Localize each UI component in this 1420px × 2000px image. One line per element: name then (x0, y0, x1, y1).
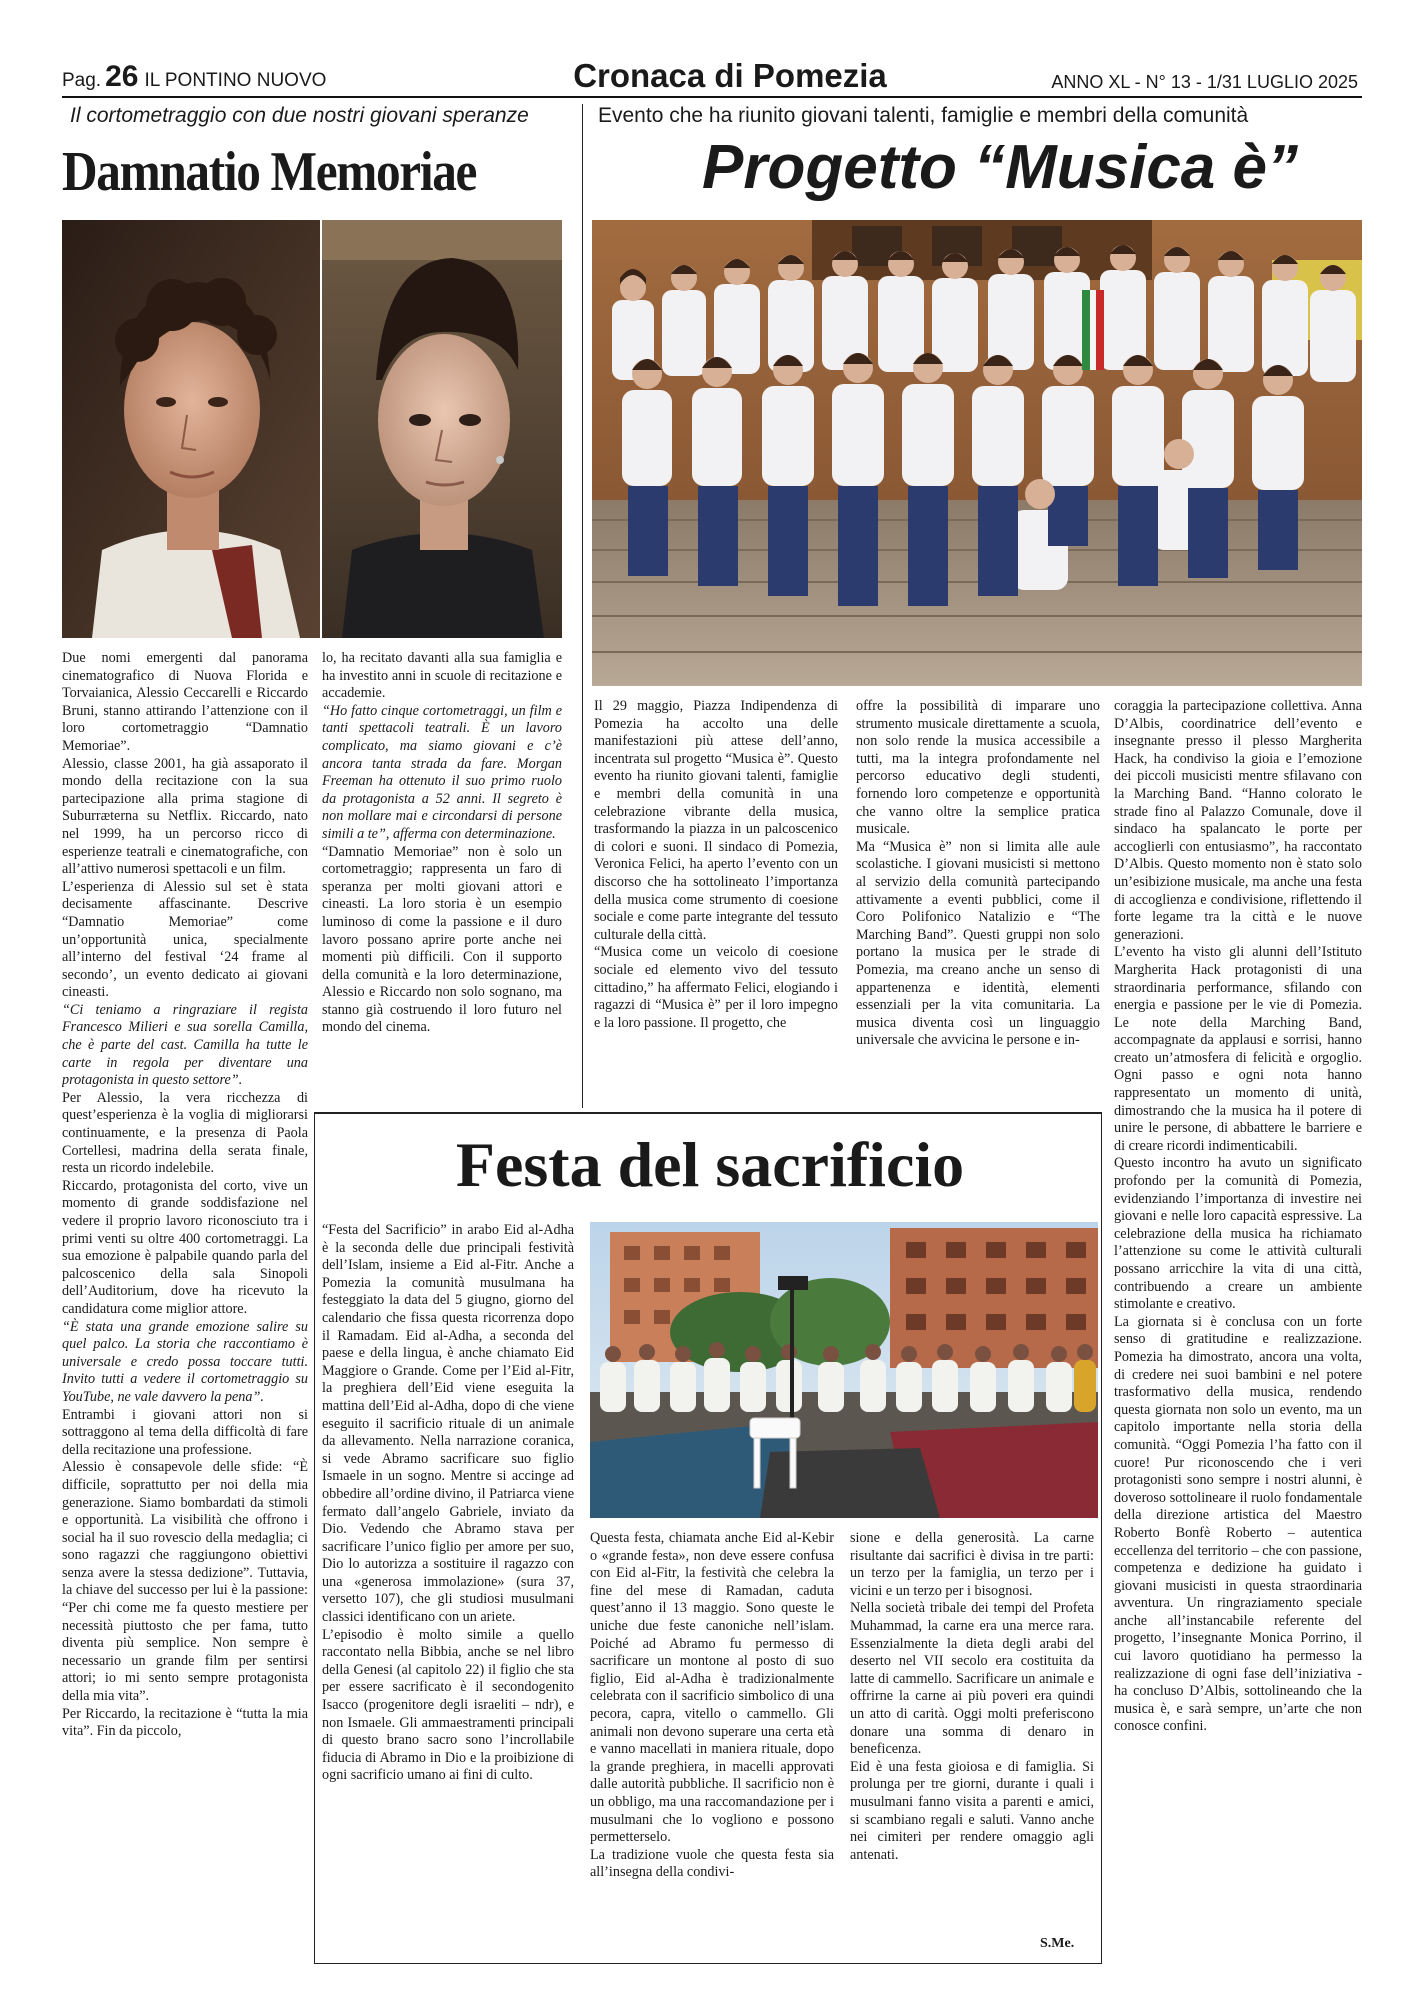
paragraph: Ma “Musica è” non si limita alle aule scolastiche. I giovani musicisti si mettono al servizio della comunità partecipando attivamente a eventi pubblici, come il Coro Polifonico Natalizio e “The Marching Band”. Questi gruppi non solo portano la musica per le strade di Pomezia, ma creano anche un senso di appartenenza e identità, elementi essenziali per la vita comunitaria. La musica diventa così un linguaggio universale che avvicina le persone e in- (856, 838, 1100, 1049)
paragraph: L’episodio è molto simile a quello raccontato nella Bibbia, anche se nel libro della Genesi (al capitolo 22) il figlio che sta per essere sacrificato è il secondogenito Isacco (progenitore degli israeliti – ndr), e non Ismaele. Gli ammaestramenti principali di questo brano sacro sono l’incrollabile fiducia di Abramo in Dio e la proibizione di ogni sacrificio umano ai fini di culto. (322, 1626, 574, 1784)
paragraph: L’evento ha visto gli alunni dell’Istituto Margherita Hack protagonisti di una straordinaria performance, sfilando con energia e passione per le vie di Pomezia. Le note della Marching Band, accompagnate da applausi e sorrisi, hanno creato un’atmosfera di felicità e orgoglio. Ogni passo e ogni nota hanno rappresentato un momento di unità, dimostrando che la musica ha il potere di unire le persone, di abbattere le barriere e di creare ricordi indimenticabili. (1114, 944, 1362, 1154)
paragraph: La tradizione vuole che questa festa sia all’insegna della condivi- (590, 1846, 834, 1881)
photo-riccardo (322, 220, 562, 638)
paragraph: Due nomi emergenti dal panorama cinematografico di Nuova Florida e Torvaianica, Alessio Ceccarelli e Riccardo Bruni, stanno attirando l’attenzione con il loro cortometraggio “Damnatio Memoriae”. (62, 650, 308, 754)
paragraph: Questo incontro ha avuto un significato profondo per la comunità di Pomezia, evidenziando l’importanza di investire nei giovani e nelle loro capacità espressive. La celebrazione della musica ha richiamato l’attenzione su come le attività culturali possano arricchire la vita di una città, contribuendo a creare un ambiente stimolante e creativo. (1114, 1155, 1362, 1313)
photo-festa-prayer (590, 1222, 1098, 1518)
paragraph: Questa festa, chiamata anche Eid al-Kebir o «grande festa», non deve essere confusa con Eid al-Fitr, la festività che celebra la fine del mese di Ramadan, caduta quest’anno il 13 maggio. Sono queste le uniche due feste canoniche nell’islam. Poiché ad Abramo fu permesso di sacrificare un montone al posto di suo figlio, Eid al-Adha è tradizionalmente celebrata con il sacrificio simbolico di una pecora, capra, vitello o cammello. Gli animali non devono superare una certa età e vanno macellati in maniera rituale, dopo la grande preghiera, in macelli approvati dalle autorità pubbliche. Il sacrificio non è un obbligo, ma una raccomandazione per i musulmani che lo vogliono e possono permetterselo. (590, 1530, 834, 1846)
section-title: Cronaca di Pomezia (573, 57, 887, 94)
photo-alessio (62, 220, 320, 638)
paragraph: “Ho fatto cinque cortometraggi, un film e tanti spettacoli teatrali. È un lavoro complicato, ma siamo giovani e c’è ancora tanta strada da fare. Morgan Freeman ha ottenuto il suo primo ruolo da protagonista a 52 anni. Il segreto è non mollare mai e circondarsi di persone simili a te”, afferma con determinazione. (322, 702, 562, 842)
paragraph: Il 29 maggio, Piazza Indipendenza di Pomezia ha accolto una delle manifestazioni più attese dell’anno, incentrata sul progetto “Musica è”. Questo evento ha riunito giovani talenti, famiglie e membri della comunità in una celebrazione vibrante della musica, trasformando la piazza in un palcoscenico di colori e suoni. Il sindaco di Pomezia, Veronica Felici, ha aperto l’evento con un discorso che ha sottolineato l’importanza della musica come strumento di coesione sociale e come parte integrante del tessuto culturale della città. (594, 698, 838, 943)
page-number: 26 (105, 60, 139, 93)
paragraph: sione e della generosità. La carne risultante dai sacrifici è divisa in tre parti: un terzo per la famiglia, un terzo per i vicini e un terzo per i bisognosi. (850, 1530, 1094, 1599)
paragraph: offre la possibilità di imparare uno strumento musicale direttamente a scuola, non solo rende la musica accessibile a tutti, ma la integra profondamente nel percorso educativo degli studenti, fornendo loro competenze e opportunità che vanno oltre la semplice pratica musicale. (856, 698, 1100, 838)
musica-kicker: Evento che ha riunito giovani talenti, famiglie e membri della comunità (598, 104, 1249, 127)
paragraph: “Musica come un veicolo di coesione sociale ed elemento vivo del tessuto cittadino,” ha affermato Felici, elogiando i ragazzi di “Musica è” per il loro impegno e la loro passione. Il progetto, che (594, 944, 838, 1031)
paragraph: Per Riccardo, la recitazione è “tutta la mia vita”. Fin da piccolo, (62, 1705, 308, 1740)
masthead (62, 58, 1362, 98)
damnatio-title: Damnatio Memoriae (62, 141, 477, 203)
musica-title: Progetto “Musica è” (702, 133, 1298, 202)
paragraph: Riccardo, protagonista del corto, vive un momento di grande soddisfazione nel vedere il proprio lavoro riconosciuto tra i primi venti su oltre 400 cortometraggi. La sua emozione è palpabile quando parla del palcoscenico della sala Sinopoli dell’Auditorium, dove ha ricevuto la candidatura come miglior attore. (62, 1177, 308, 1317)
paragraph: Per Alessio, la vera ricchezza di quest’esperienza è la voglia di migliorarsi continuamente, e la presenza di Paola Cortellesi, madrina della serata finale, resta un ricordo indelebile. (62, 1089, 308, 1177)
musica-column-3 (1114, 698, 1362, 1962)
musica-column-1 (594, 698, 838, 1110)
paragraph: La giornata si è conclusa con un forte senso di gratitudine e realizzazione. Pomezia ha dimostrato, ancora una volta, di credere nei suoi bambini e nel potere trasformativo della musica, rendendo questa giornata non solo un evento, ma un capitolo importante nella storia della comunità. “Oggi Pomezia l’ha fatto con il cuore! Pur riconoscendo che i veri protagonisti sono sempre i nostri alunni, è doveroso sottolineare il ruolo fondamentale della direzione artistica del Maestro Roberto Bonfè Roberto – autentica eccellenza del territorio – che con passione, competenza e dedizione ha guidato i giovani musicisti in questa straordinaria avventura. Un ringraziamento speciale anche all’instancabile referente del progetto, l’insegnante Monica Porrino, il cui lavoro quotidiano ha permesso la realizzazione di ogni fase dell’iniziativa - ha concluso D’Albis, sottolineando che la musica è, e sarà sempre, un’arte che non conosce confini. (1114, 1313, 1362, 1735)
festa-title: Festa del sacrificio (455, 1129, 965, 1200)
musica-column-2 (856, 698, 1100, 1110)
paragraph: Entrambi i giovani attori non si sottraggono al tema della difficoltà di fare della recitazione una professione. (62, 1406, 308, 1458)
damnatio-column-2 (322, 650, 562, 1102)
paragraph: “Damnatio Memoriae” non è solo un cortometraggio; rappresenta un faro di speranza per molti giovani attori e cineasti. La loro storia è un esempio luminoso di come la passione e il duro lavoro possano aprire porte anche nei momenti più difficili. Con il supporto della comunità e la loro determinazione, Alessio e Riccardo non solo sognano, ma stanno già costruendo il loro futuro nel mondo del cinema. (322, 843, 562, 1036)
masthead-left (62, 60, 326, 94)
paragraph: “È stata una grande emozione salire su quel palco. La storia che raccontiamo è universale e credo possa toccare tutti. Invito tutti a vedere il cortometraggio su YouTube, ne vale davvero la pena”. (62, 1318, 308, 1405)
festa-signature: S.Me. (1040, 1936, 1075, 1951)
paragraph: Nella società tribale dei tempi del Profeta Muhammad, la carne era una merce rara. Essenzialmente la dieta degli arabi del deserto nel VII secolo era costituita da latte di cammello. Sacrificare un animale e offrirne la carne ai più poveri era quindi un atto di carità. Oggi molti preferiscono donare una somma di denaro in beneficenza. (850, 1600, 1094, 1758)
newspaper-name: IL PONTINO NUOVO (144, 70, 327, 91)
paragraph: coraggia la partecipazione collettiva. Anna D’Albis, coordinatrice dell’evento e insegnante presso il plesso Margherita Hack, ha condiviso la gioia e l’emozione dei piccoli musicisti mentre sfilavano con la Marching Band. “Hanno colorato le strade fino al Palazzo Comunale, dove il sindaco ha spalancato le porte per accoglierli con entusiasmo”, ha raccontato D’Albis. Questo momento non è stato solo un’esibizione musicale, ma anche una festa di accoglienza e condivisione, riflettendo il forte legame tra la città e le nuove generazioni. (1114, 698, 1362, 943)
column-rule-left (582, 104, 583, 1108)
festa-column-3 (850, 1530, 1094, 1932)
damnatio-kicker: Il cortometraggio con due nostri giovani speranze (70, 104, 529, 127)
issue-info: ANNO XL - N° 13 - 1/31 LUGLIO 2025 (1051, 72, 1358, 92)
paragraph: “Ci teniamo a ringraziare il regista Francesco Milieri e sua sorella Camilla, che è parte del cast. Camilla ha tutte le carte in regola per diventare una protagonista in questo settore”. (62, 1001, 308, 1089)
page-label: Pag. (62, 70, 102, 91)
festa-column-1 (322, 1222, 574, 1962)
photo-musica-group (592, 220, 1362, 686)
paragraph: L’esperienza di Alessio sul set è stata decisamente affascinante. Descrive “Damnatio Memoriae” come un’opportunità unica, specialmente all’interno del festival ‘24 frame al secondo’, un evento dedicato ai giovani cineasti. (62, 878, 308, 1001)
paragraph: “Festa del Sacrificio” in arabo Eid al-Adha è la seconda delle due principali festività dell’Islam, insieme a Eid al-Fitr. Anche a Pomezia la comunità musulmana ha festeggiato la data del 5 giugno, giorno del calendario che fissa questa ricorrenza dopo il Ramadam. Eid al-Adha, a seconda del paese e della lingua, è anche chiamato Eid Maggiore o Grande. Come per l’Eid al-Fitr, la preghiera dell’Eid viene eseguita la mattina dell’Eid al-Adha, dopo di che viene eseguito il sacrificio rituale di un animale da allevamento. Nella narrazione coranica, si vede Abramo sacrificare suo figlio Ismaele in un sogno. Mentre si accinge ad obbedire all’ordine divino, il Patriarca viene fermato dall’angelo Gabriele, inviato da Dio. Vedendo che Abramo stava per sacrificare l’unico figlio per amore per suo, Dio lo autorizza a sostituire il ragazzo con una «generosa immolazione» (sura 37, versetto 107), che gli studiosi musulmani classici identificano con un ariete. (322, 1222, 574, 1626)
paragraph: Alessio, classe 2001, ha già assaporato il mondo della recitazione con la sua partecipazione alla prima stagione di Suburræterna su Netflix. Riccardo, nato nel 1999, ha un percorso ricco di esperienze teatrali e cinematografiche, con all’attivo numerosi spettacoli e un film. (62, 755, 308, 878)
paragraph: Eid è una festa gioiosa e di famiglia. Si prolunga per tre giorni, durante i quali i musulmani fanno visita a parenti e amici, si scambiano regali e saluti. Vanno anche nei cimiteri per rendere omaggio agli antenati. (850, 1758, 1094, 1863)
festa-column-2 (590, 1530, 834, 1962)
paragraph: Alessio è consapevole delle sfide: “È difficile, soprattutto per noi della mia generazione. Siamo bombardati da stimoli e opportunità. La visibilità che offrono i social ha il suo rovescio della medaglia; ci sono ragazzi che raggiungono obiettivi senza avere la stessa dedizione”. Tuttavia, la chiave del successo per lui è la passione: “Per chi come me fa questo mestiere per necessità piuttosto che per fama, tutto diventa più semplice. Non sempre è necessario un grande film per sentirsi attori; io mi sento sempre protagonista della mia vita”. (62, 1459, 308, 1705)
damnatio-column-1 (62, 650, 308, 1962)
paragraph: lo, ha recitato davanti alla sua famiglia e ha investito anni in scuole di recitazione e accademie. (322, 650, 562, 702)
